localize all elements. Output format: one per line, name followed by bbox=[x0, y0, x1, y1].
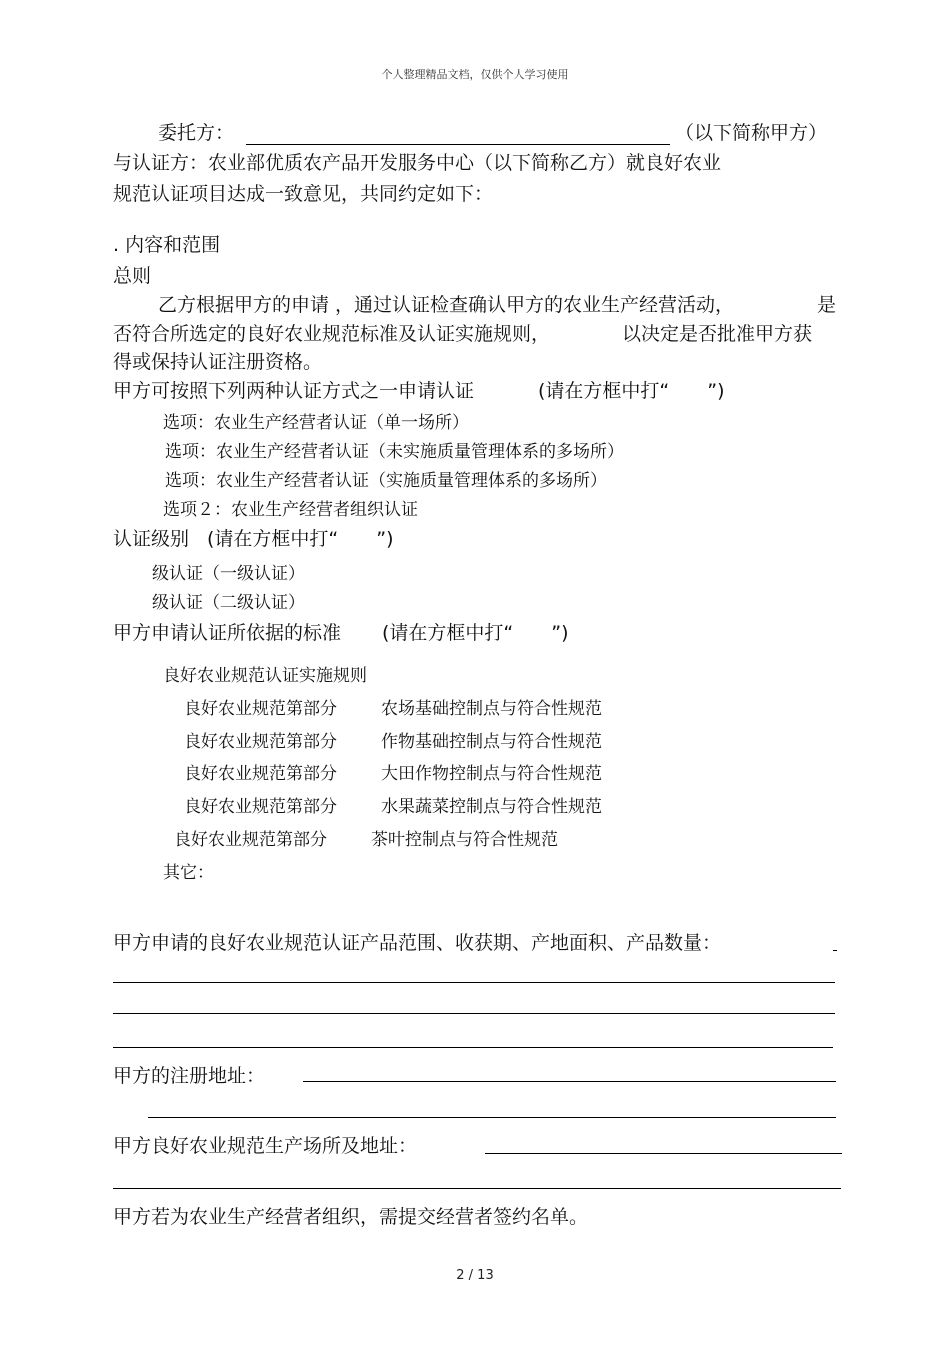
consignor-suffix: （以下简称甲方） bbox=[675, 122, 828, 144]
product-scope-label: 甲方申请的良好农业规范认证产品范围、收获期、产地面积、产品数量： bbox=[113, 932, 722, 954]
intro-line-3: 规范认证项目达成一致意见，共同约定如下： bbox=[113, 183, 494, 205]
standard-part-1-desc: 农场基础控制点与符合性规范 bbox=[381, 699, 602, 719]
reg-address-line-1[interactable] bbox=[303, 1081, 836, 1082]
site-address-line-1[interactable] bbox=[485, 1153, 842, 1154]
reg-address-line-2[interactable] bbox=[148, 1117, 836, 1118]
cert-level-instruction: (请在方框中打“ ”) bbox=[207, 528, 394, 550]
standard-part-2-label[interactable]: 良好农业规范第部分 bbox=[184, 732, 337, 752]
site-address-line-2[interactable] bbox=[113, 1188, 841, 1189]
general-para-line-1: 乙方根据甲方的申请 ，通过认证检查确认甲方的农业生产经营活动， bbox=[158, 294, 735, 316]
cert-level-intro: 认证级别 bbox=[113, 528, 190, 550]
standard-other[interactable]: 其它： bbox=[163, 863, 214, 883]
cert-option-1[interactable]: 选项：农业生产经营者认证（单一场所） bbox=[163, 413, 469, 433]
standard-part-1-label[interactable]: 良好农业规范第部分 bbox=[184, 699, 337, 719]
page-number: 2 / 13 bbox=[456, 1268, 494, 1283]
page-header: 个人整理精品文档，仅供个人学习使用 bbox=[381, 68, 569, 81]
intro-line-2: 与认证方：农业部优质农产品开发服务中心（以下简称乙方）就良好农业 bbox=[113, 152, 722, 174]
cert-method-instruction: (请在方框中打“ ”) bbox=[538, 380, 725, 402]
site-address-label: 甲方良好农业规范生产场所及地址： bbox=[113, 1135, 418, 1157]
reg-address-label: 甲方的注册地址： bbox=[113, 1065, 266, 1087]
general-para-line-1-end: 是 bbox=[817, 294, 837, 316]
general-para-line-2a: 否符合所选定的良好农业规范标准及认证实施规则， bbox=[113, 323, 551, 345]
product-scope-line-2[interactable] bbox=[113, 1013, 835, 1014]
standard-part-3-desc: 大田作物控制点与符合性规范 bbox=[381, 764, 602, 784]
section-title: . 内容和范围 bbox=[113, 234, 221, 256]
product-scope-line-1[interactable] bbox=[113, 982, 835, 983]
standard-part-5-label[interactable]: 良好农业规范第部分 bbox=[174, 830, 327, 850]
cert-level-option-1[interactable]: 级认证（一级认证） bbox=[152, 564, 305, 584]
cert-option-2[interactable]: 选项：农业生产经营者认证（未实施质量管理体系的多场所） bbox=[165, 442, 624, 462]
cert-method-intro: 甲方可按照下列两种认证方式之一申请认证 bbox=[113, 380, 475, 402]
product-scope-line-3[interactable] bbox=[113, 1047, 833, 1048]
consignor-label: 委托方： bbox=[158, 122, 235, 144]
standards-instruction: (请在方框中打“ ”) bbox=[382, 622, 569, 644]
standard-part-4-desc: 水果蔬菜控制点与符合性规范 bbox=[381, 797, 602, 817]
cert-level-option-2[interactable]: 级认证（二级认证） bbox=[152, 593, 305, 613]
standard-part-3-label[interactable]: 良好农业规范第部分 bbox=[184, 764, 337, 784]
consignor-blank-line bbox=[246, 144, 670, 145]
standard-part-2-desc: 作物基础控制点与符合性规范 bbox=[381, 732, 602, 752]
cert-option-3[interactable]: 选项：农业生产经营者认证（实施质量管理体系的多场所） bbox=[165, 471, 607, 491]
general-para-line-3: 得或保持认证注册资格。 bbox=[113, 351, 323, 373]
standard-part-4-label[interactable]: 良好农业规范第部分 bbox=[184, 797, 337, 817]
general-para-line-2b: 以决定是否批准甲方获 bbox=[622, 323, 813, 345]
general-title: 总则 bbox=[113, 265, 152, 287]
product-scope-blank-stub bbox=[833, 950, 837, 951]
org-note: 甲方若为农业生产经营者组织，需提交经营者签约名单。 bbox=[113, 1206, 589, 1228]
standard-rule[interactable]: 良好农业规范认证实施规则 bbox=[163, 666, 367, 686]
standard-part-5-desc: 茶叶控制点与符合性规范 bbox=[371, 830, 558, 850]
standards-intro: 甲方申请认证所依据的标准 bbox=[113, 622, 342, 644]
cert-option-4[interactable]: 选项２：农业生产经营者组织认证 bbox=[163, 500, 418, 520]
